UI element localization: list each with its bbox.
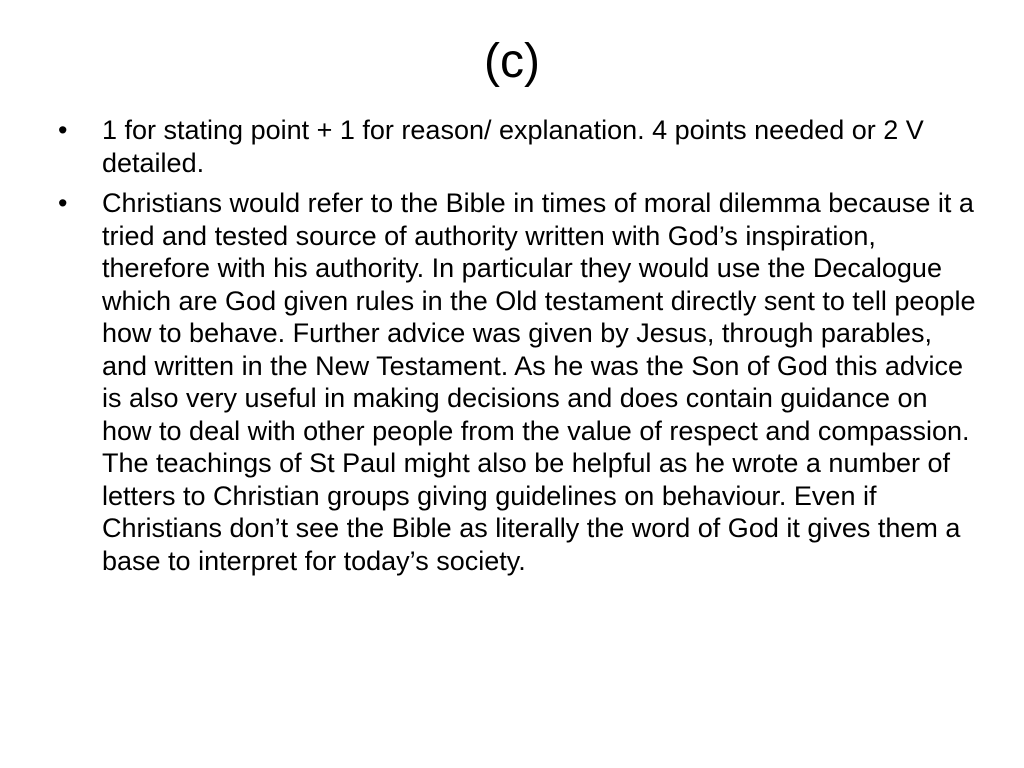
bullet-text: Christians would refer to the Bible in times of moral dilemma because it a tried and tested source of authority written with God’s inspiration, therefore with his authority. In particular they would use the Decalogue which are God given rules in the Old testament directly sent to tell people how to behave. Further advice was given by Jesus, through parables, and written in the New Testament. As he was the Son of God this advice is also very useful in making decisions and does contain guidance on how to deal with other people from the value of respect and compassion. The teachings of St Paul might also be helpful as he wrote a number of letters to Christian groups giving guidelines on behaviour. Even if Christians don’t see the Bible as literally the word of God it gives them a base to interpret for today’s society.	[102, 188, 976, 576]
list-item	[58, 114, 978, 179]
slide-title: (c)	[484, 35, 540, 88]
bullet-list	[58, 114, 978, 577]
bullet-icon: •	[58, 188, 68, 218]
bullet-text: 1 for stating point + 1 for reason/ explanation. 4 points needed or 2 V detailed.	[102, 115, 924, 178]
bullet-icon: •	[58, 115, 68, 145]
list-item	[58, 187, 978, 577]
